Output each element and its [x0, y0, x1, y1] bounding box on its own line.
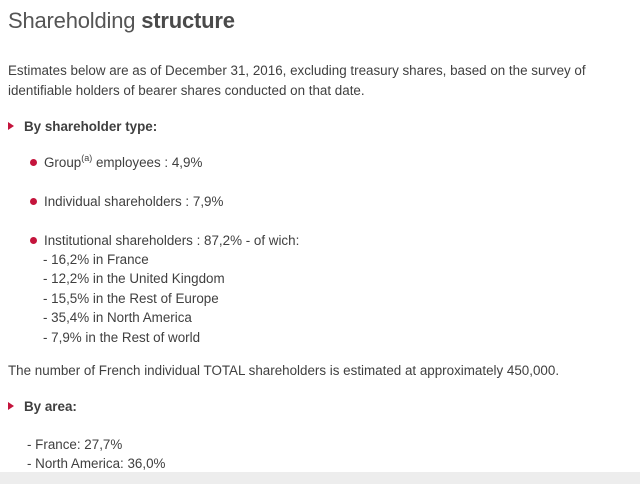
triangle-bullet-icon [8, 122, 14, 130]
triangle-bullet-icon [8, 402, 14, 410]
list-item-institutional-shareholders [30, 231, 299, 250]
dot-bullet-icon [30, 237, 37, 244]
bottom-divider [0, 472, 640, 484]
breakdown-line: - 7,9% in the Rest of world [43, 330, 201, 345]
page-title [8, 6, 235, 36]
list-item-label: Institutional shareholders : 87,2% - of wich: [44, 233, 300, 248]
area-line-france: - France: 27,7% [27, 437, 123, 452]
list-item-label: Individual shareholders : 7,9% [44, 194, 224, 209]
list-item-label: Group [44, 155, 82, 170]
list-item-value: employees : 4,9% [92, 155, 203, 170]
dot-bullet-icon [30, 198, 37, 205]
list-item-individual-shareholders [30, 192, 223, 211]
dot-bullet-icon [30, 159, 37, 166]
section-by-shareholder-type [8, 118, 157, 136]
breakdown-line: - 35,4% in North America [43, 310, 192, 325]
breakdown-line: - 16,2% in France [43, 252, 149, 267]
intro-paragraph: Estimates below are as of December 31, 2016, excluding treasury shares, based on the survey of identifiable holders of bearer shares conducted on that date. [8, 63, 586, 98]
section-heading-label: By area: [24, 399, 77, 414]
section-by-area [8, 398, 77, 416]
breakdown-line: - 12,2% in the United Kingdom [43, 271, 225, 286]
french-individuals-note: The number of French individual TOTAL shareholders is estimated at approximately 450,000. [8, 363, 560, 378]
breakdown-line: - 15,5% in the Rest of Europe [43, 291, 219, 306]
page-title-light: Shareholding [8, 8, 136, 33]
list-item-group-employees [30, 153, 202, 172]
section-heading-label: By shareholder type: [24, 119, 158, 134]
area-line-north-america: - North America: 36,0% [27, 456, 166, 471]
footnote-marker: (a) [81, 152, 93, 163]
page-title-bold: structure [141, 8, 235, 33]
